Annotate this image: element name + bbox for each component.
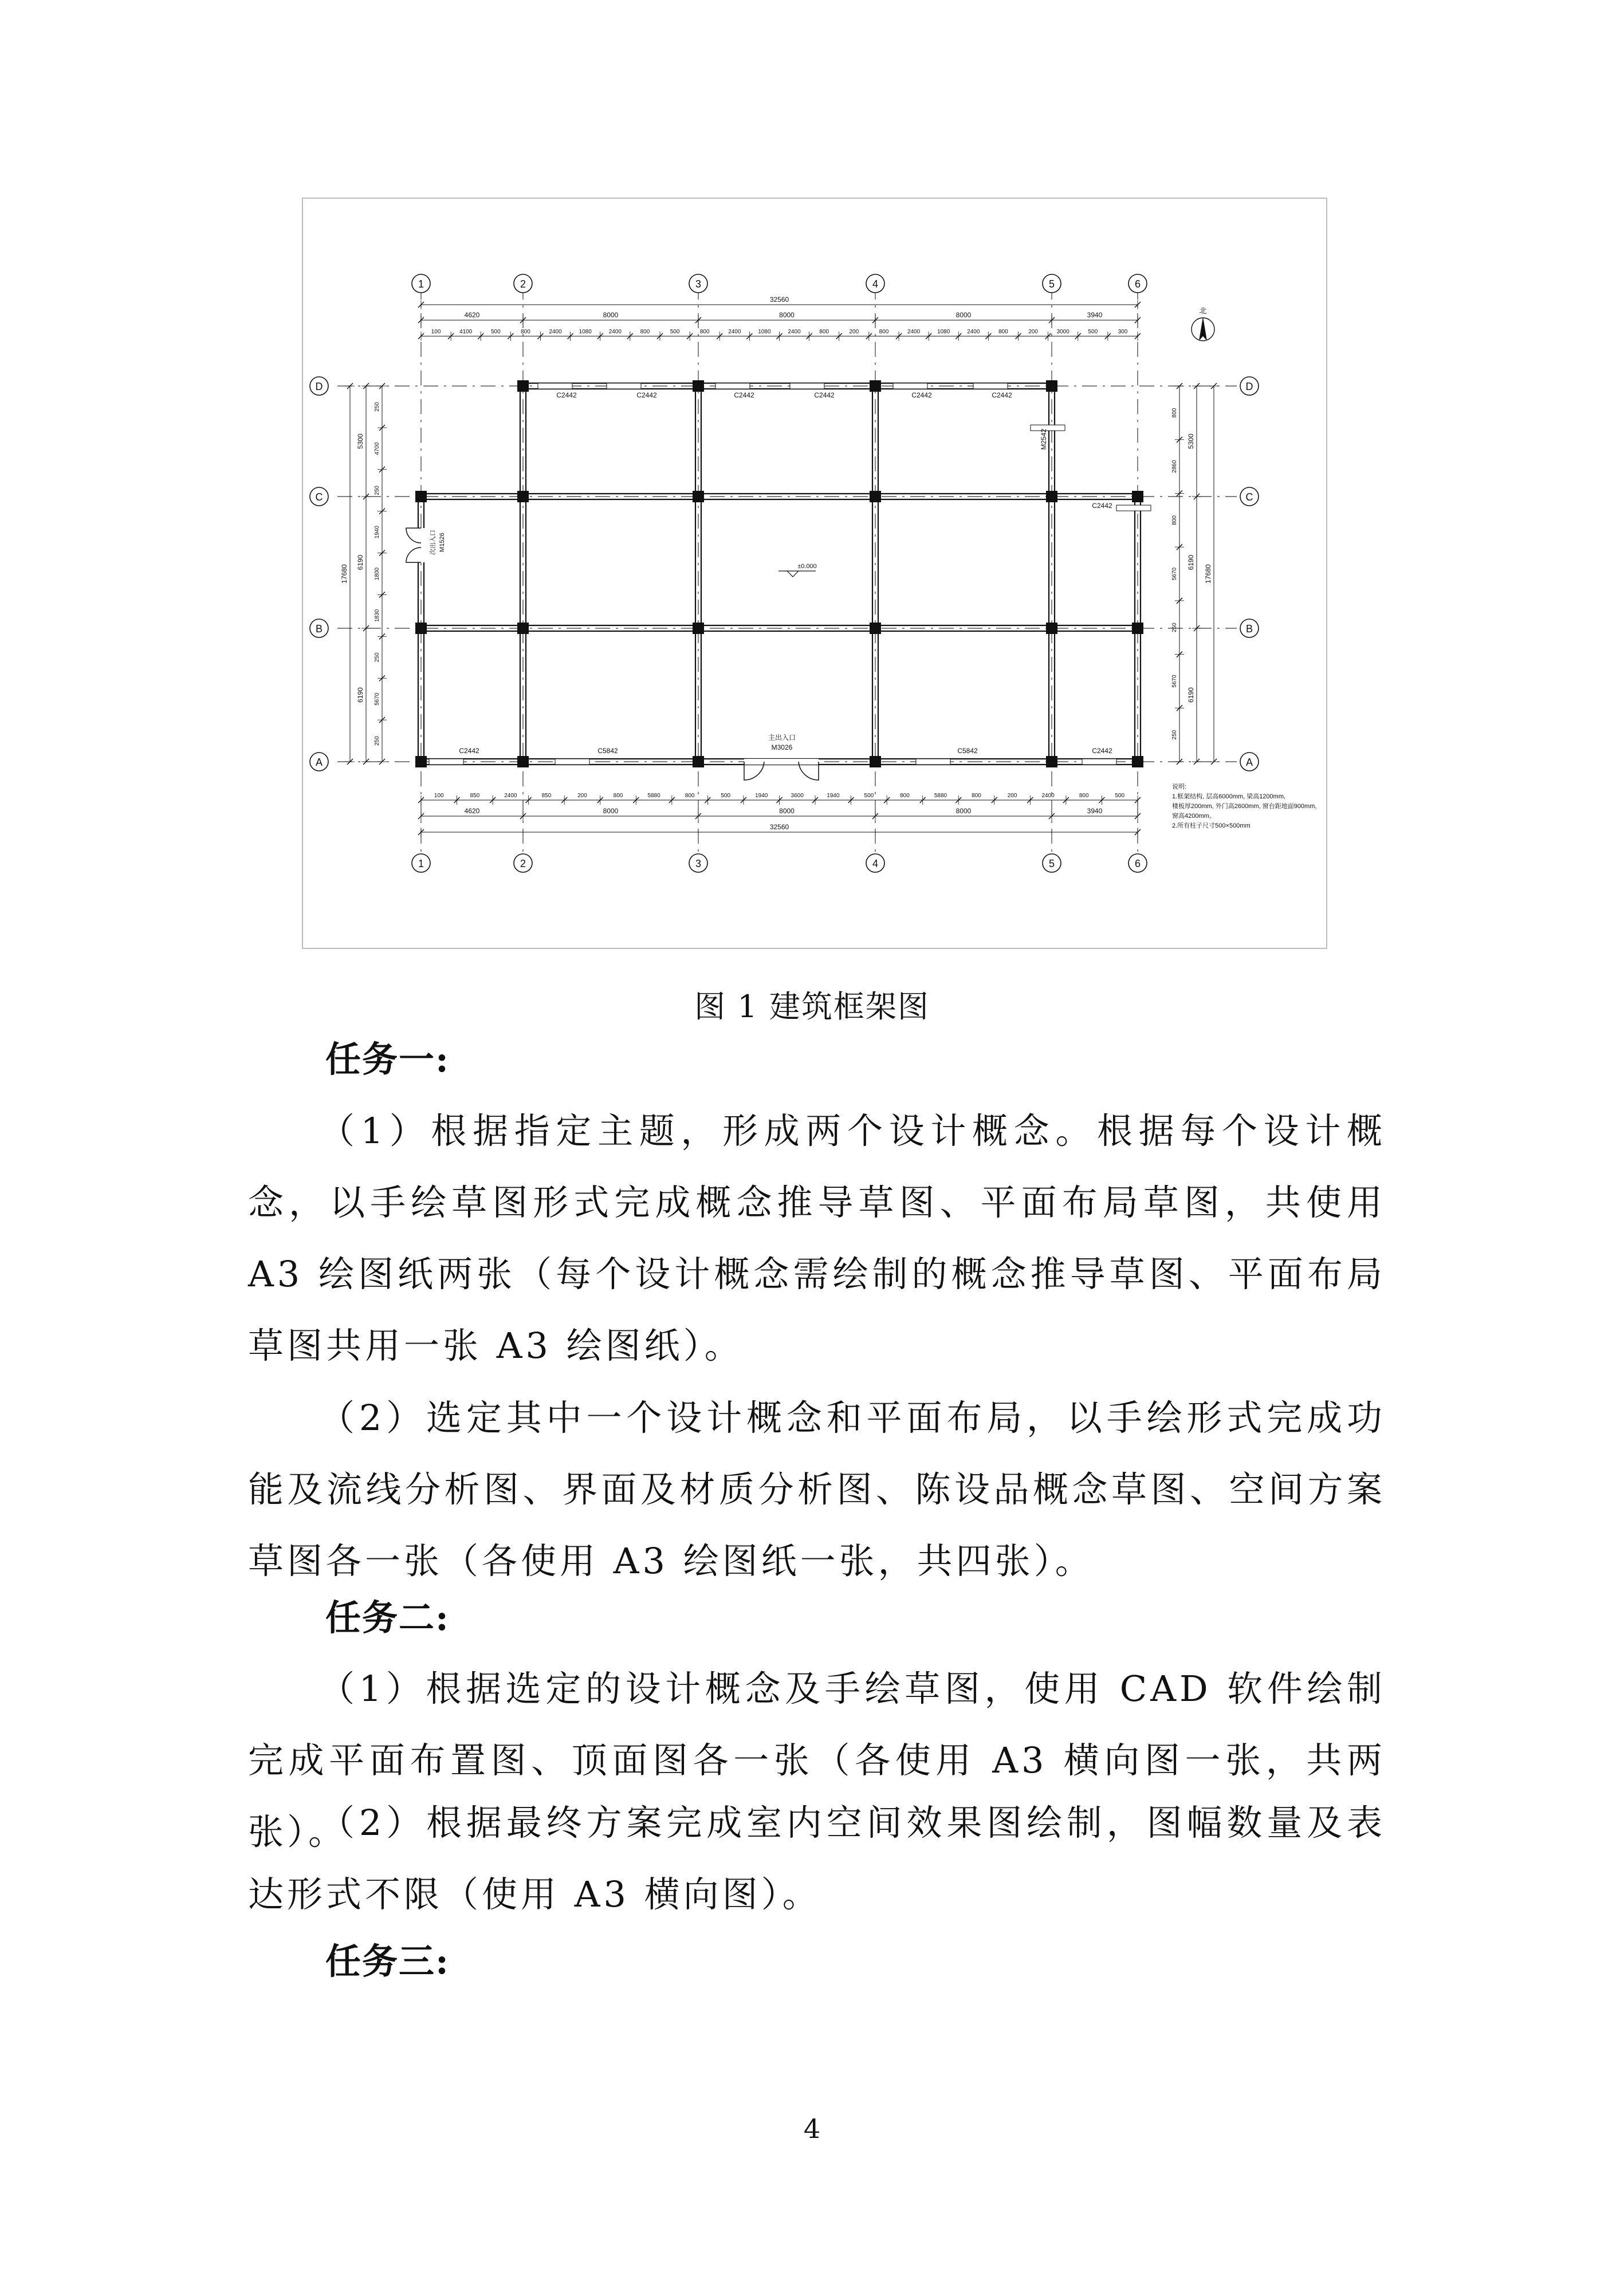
axis-bubble-bottom-5-label: 5 <box>1048 858 1055 869</box>
dim-top-detail-label-23: 300 <box>1118 329 1128 335</box>
dim-top-detail-label-18: 2400 <box>967 329 980 335</box>
dim-bottom-detail-label-17: 2400 <box>1041 793 1055 799</box>
dim-bottom-detail-label-6: 5880 <box>647 793 660 799</box>
dim-top-bays-label-3: 8000 <box>955 311 972 319</box>
figure-caption: 图 1 建筑框架图 <box>694 988 930 1025</box>
axis-bubble-right-A-label: A <box>1245 757 1253 768</box>
dim-left-outer-label-0: 17680 <box>340 564 348 584</box>
column-21 <box>1132 491 1143 502</box>
floor-plan-figure <box>302 198 1327 949</box>
window-label-bottom-2: C5842 <box>957 747 978 755</box>
column-20 <box>1046 491 1057 502</box>
dim-right-mid-label-2: 6190 <box>1187 687 1195 703</box>
dim-bottom-detail-label-8: 500 <box>721 793 731 799</box>
dim-bottom-total-label-0: 32560 <box>769 823 789 831</box>
column-8 <box>1046 756 1057 767</box>
column-18 <box>693 491 704 502</box>
side-entrance-label: 次出入口 <box>430 530 437 555</box>
dim-top-detail-label-8: 500 <box>670 329 680 335</box>
north-arrow-label: 北 <box>1199 306 1207 315</box>
window-mark-2 <box>715 383 750 389</box>
axis-bubble-bottom-4-label: 4 <box>872 858 879 869</box>
dim-top-detail-label-2: 500 <box>490 329 501 335</box>
task-2-paragraph-2: （2）根据最终方案完成室内空间效果图绘制，图幅数量及表达形式不限（使用 A3 横向图）。 <box>248 1802 1386 1915</box>
axis-bubble-right-B-label: B <box>1245 623 1253 635</box>
axis-bubble-bottom-1-label: 1 <box>418 858 424 869</box>
plan-note-2: 楼板厚200mm, 外门高2600mm, 窗台距地面900mm, <box>1172 803 1317 810</box>
dim-bottom-detail-label-19: 500 <box>1115 793 1125 799</box>
dim-right-inner-label-4: 250 <box>1171 623 1178 633</box>
main-entrance-code: M3026 <box>771 743 793 751</box>
dim-top-detail-label-11: 1080 <box>758 329 771 335</box>
plan-note-3: 窗高4200mm。 <box>1172 813 1216 820</box>
column-0 <box>517 380 529 392</box>
column-10 <box>415 623 427 634</box>
column-9 <box>1132 756 1143 767</box>
column-4 <box>415 756 427 767</box>
column-3 <box>1046 380 1057 392</box>
window-label-top-3: C2442 <box>814 391 835 399</box>
level-mark-symbol <box>778 571 816 577</box>
task-3-heading: 任务三: <box>325 1940 450 1982</box>
column-2 <box>870 380 881 392</box>
dim-left-inner-label-2: 250 <box>374 485 380 495</box>
column-13 <box>870 623 881 634</box>
column-12 <box>693 623 704 634</box>
window-label-top-0: C2442 <box>556 391 577 399</box>
dim-top-detail-label-16: 2400 <box>907 329 921 335</box>
axis-bubble-right-C-label: C <box>1245 491 1253 503</box>
window-label-right-top: M2542 <box>1040 428 1048 450</box>
axis-bubble-top-1-label: 1 <box>418 278 424 290</box>
dim-left-inner-label-6: 250 <box>374 652 380 663</box>
axis-bubble-bottom-3-label: 3 <box>695 858 702 869</box>
dim-bottom-detail-label-15: 800 <box>972 793 981 799</box>
dim-right-inner-label-2: 800 <box>1171 515 1178 525</box>
axis-bubble-top-2-label: 2 <box>520 278 526 290</box>
window-mark-9 <box>555 759 589 765</box>
dim-right-outer-label-0: 17680 <box>1204 564 1212 584</box>
window-label-right-mid: C2442 <box>1092 502 1112 510</box>
window-mark-0 <box>538 383 572 389</box>
main-entrance-label: 主出入口 <box>768 734 796 742</box>
column-6 <box>693 756 704 767</box>
column-5 <box>517 756 529 767</box>
dim-bottom-detail-label-10: 3600 <box>791 793 804 799</box>
dim-right-mid-label-1: 6190 <box>1187 554 1195 570</box>
dim-top-detail-label-19: 800 <box>998 329 1008 335</box>
window-mark-7 <box>1116 505 1151 511</box>
column-15 <box>1132 623 1143 634</box>
dim-bottom-detail-label-7: 800 <box>685 793 695 799</box>
dim-top-detail-label-20: 200 <box>1028 329 1038 335</box>
floor-plan-drawing <box>303 199 1328 950</box>
dim-left-inner-label-8: 250 <box>374 736 380 746</box>
dim-left-inner-label-3: 1940 <box>374 525 380 539</box>
dim-top-bays-label-4: 3940 <box>1087 311 1103 319</box>
task-1-paragraph-2: （2）选定其中一个设计概念和平面布局，以手绘形式完成功能及流线分析图、界面及材质分析图、陈设品概念草图、空间方案草图各一张（各使用 A3 绘图纸一张，共四张）。 <box>248 1397 1386 1582</box>
dim-right-inner-label-1: 2860 <box>1171 460 1178 473</box>
dim-top-total-label-0: 32560 <box>769 296 789 304</box>
axis-bubble-left-B-label: B <box>315 623 323 635</box>
dim-bottom-bays-label-1: 8000 <box>603 807 619 815</box>
window-mark-5 <box>973 383 1008 389</box>
axis-bubble-top-6-label: 6 <box>1134 278 1141 290</box>
column-14 <box>1046 623 1057 634</box>
dim-top-detail-label-22: 500 <box>1088 329 1098 335</box>
dim-left-inner-label-5: 1830 <box>374 609 380 623</box>
dim-top-detail-label-3: 800 <box>521 329 530 335</box>
axis-bubble-left-C-label: C <box>315 491 323 503</box>
dim-left-inner-label-4: 1800 <box>374 567 380 581</box>
window-label-top-1: C2442 <box>636 391 657 399</box>
dim-bottom-bays-label-3: 8000 <box>955 807 972 815</box>
dim-left-mid-label-0: 5300 <box>356 434 364 449</box>
window-label-top-5: C2442 <box>992 391 1012 399</box>
column-11 <box>517 623 529 634</box>
window-label-bottom-3: C2442 <box>1092 747 1112 755</box>
window-mark-11 <box>1082 759 1116 765</box>
dim-left-inner-label-0: 250 <box>374 402 380 412</box>
dim-bottom-detail-label-14: 5880 <box>934 793 947 799</box>
plan-note-4: 2.所有柱子尺寸500×500mm <box>1172 822 1251 829</box>
task-2-paragraph-1: （1）根据选定的设计概念及手绘草图，使用 CAD 软件绘制完成平面布置图、顶面图各一张（各使用 A3 横向图一张，共两张）。 <box>248 1668 1386 1853</box>
window-label-bottom-1: C5842 <box>597 747 618 755</box>
dim-bottom-bays-label-4: 3940 <box>1087 807 1103 815</box>
dim-bottom-detail-label-12: 500 <box>864 793 874 799</box>
plan-note-1: 1.框架结构, 层高6000mm, 梁高1200mm, <box>1172 793 1286 800</box>
dim-top-detail-label-13: 800 <box>819 329 829 335</box>
dim-top-bays-label-2: 8000 <box>779 311 795 319</box>
dim-bottom-detail-label-18: 800 <box>1079 793 1089 799</box>
main-door-gap <box>744 759 819 765</box>
dim-left-mid-label-2: 6190 <box>356 687 364 703</box>
axis-bubble-top-5-label: 5 <box>1048 278 1055 290</box>
level-mark-label: ±0.000 <box>797 563 817 570</box>
dim-right-inner-label-5: 5670 <box>1171 675 1178 688</box>
dim-right-inner-label-3: 5670 <box>1171 567 1178 581</box>
dim-bottom-detail-label-5: 800 <box>613 793 623 799</box>
dim-bottom-detail-label-4: 200 <box>577 793 587 799</box>
window-label-top-2: C2442 <box>734 391 754 399</box>
dim-top-detail-label-15: 800 <box>879 329 889 335</box>
dim-bottom-detail-label-3: 850 <box>541 793 552 799</box>
dim-bottom-detail-label-11: 1940 <box>827 793 840 799</box>
dim-top-detail-label-7: 800 <box>640 329 650 335</box>
dim-top-detail-label-1: 4100 <box>459 329 473 335</box>
column-1 <box>693 380 704 392</box>
column-17 <box>517 491 529 502</box>
dim-top-bays-label-1: 8000 <box>603 311 619 319</box>
task-2-heading: 任务二: <box>325 1597 450 1639</box>
dim-top-detail-label-4: 2400 <box>549 329 562 335</box>
dim-bottom-detail-label-0: 100 <box>434 793 444 799</box>
plan-note-0: 说明: <box>1172 783 1187 790</box>
dim-left-mid-label-1: 6190 <box>356 554 364 570</box>
dim-top-detail-label-0: 100 <box>431 329 441 335</box>
dim-bottom-bays-label-2: 8000 <box>779 807 795 815</box>
dim-bottom-bays-label-0: 4620 <box>464 807 480 815</box>
dim-top-detail-label-17: 1080 <box>937 329 950 335</box>
dim-bottom-detail-label-1: 850 <box>470 793 480 799</box>
dim-top-detail-label-9: 800 <box>699 329 710 335</box>
window-mark-1 <box>607 383 641 389</box>
side-door-gap <box>415 528 427 562</box>
dim-top-detail-label-5: 1080 <box>579 329 592 335</box>
window-mark-8 <box>429 759 463 765</box>
dim-bottom-detail-label-16: 200 <box>1007 793 1017 799</box>
window-mark-4 <box>893 383 927 389</box>
window-mark-10 <box>916 759 950 765</box>
dim-right-mid-label-0: 5300 <box>1187 434 1195 449</box>
task-1-paragraph-1: （1）根据指定主题，形成两个设计概念。根据每个设计概念，以手绘草图形式完成概念推导草图、平面布局草图，共使用 A3 绘图纸两张（每个设计概念需绘制的概念推导草图、平面布局草图共用一张 A3 绘图纸）。 <box>248 1110 1386 1366</box>
dim-top-detail-label-10: 2400 <box>728 329 741 335</box>
window-label-bottom-0: C2442 <box>459 747 479 755</box>
axis-bubble-top-3-label: 3 <box>695 278 702 290</box>
axis-bubble-left-D-label: D <box>315 381 323 392</box>
dim-top-detail-label-14: 200 <box>849 329 859 335</box>
dim-top-detail-label-12: 2400 <box>788 329 801 335</box>
dim-bottom-detail-label-13: 800 <box>900 793 910 799</box>
dim-bottom-detail-label-2: 2400 <box>504 793 517 799</box>
axis-bubble-bottom-6-label: 6 <box>1134 858 1141 869</box>
window-label-top-4: C2442 <box>911 391 932 399</box>
axis-bubble-right-D-label: D <box>1245 381 1253 392</box>
dim-right-inner-label-6: 250 <box>1171 730 1178 740</box>
dim-top-bays-label-0: 4620 <box>464 311 480 319</box>
column-16 <box>415 491 427 502</box>
dim-right-inner-label-0: 800 <box>1171 408 1178 418</box>
dim-left-inner-label-1: 4700 <box>374 442 380 455</box>
window-mark-3 <box>790 383 824 389</box>
side-entrance-code: M1526 <box>439 533 446 552</box>
axis-bubble-top-4-label: 4 <box>872 278 879 290</box>
column-7 <box>870 756 881 767</box>
column-19 <box>870 491 881 502</box>
dim-bottom-detail-label-9: 1940 <box>755 793 768 799</box>
dim-left-inner-label-7: 5670 <box>374 692 380 706</box>
axis-bubble-left-A-label: A <box>315 757 323 768</box>
page-number: 4 <box>803 2113 821 2144</box>
window-mark-6 <box>1031 425 1065 431</box>
axis-bubble-bottom-2-label: 2 <box>520 858 526 869</box>
dim-top-detail-label-6: 2400 <box>608 329 622 335</box>
task-1-heading: 任务一: <box>325 1038 450 1080</box>
dim-top-detail-label-21: 3000 <box>1056 329 1069 335</box>
